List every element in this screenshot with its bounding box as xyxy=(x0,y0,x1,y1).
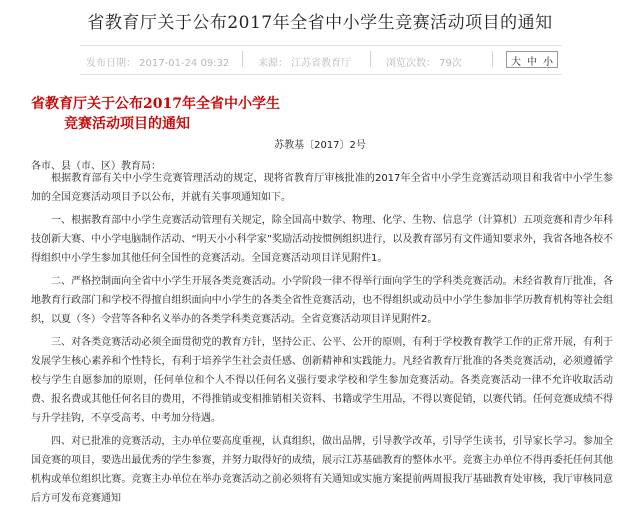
document-heading-line1: 省教育厅关于公布2017年全省中小学生 xyxy=(31,96,280,112)
paragraph: 二、严格控制面向全省中小学生开展各类竞赛活动。小学阶段一律不得举行面向学生的学科类竞赛活动。未经省教育厅批准，各地教育行政部门和学校不得擅自组织面向中小学生的各类全省性竞赛活动，也不得组织或动员中小学生参加非学历教育机构等社会组织，以夏（冬）令营等各种名义举办的各类学科类竞赛活动。全省竞赛活动项目详见附件2。 xyxy=(31,276,613,325)
document-number: 苏教基〔2017〕2号 xyxy=(274,140,366,151)
article-meta-bar xyxy=(80,49,562,71)
article-body xyxy=(31,169,613,508)
page-title: 省教育厅关于公布2017年全省中小学生竞赛活动项目的通知 xyxy=(87,13,553,33)
publish-date: 发布日期： 2017-01-24 09:32 xyxy=(86,58,230,69)
paragraph: 三、对各类竞赛活动必须全面贯彻党的教育方针，坚持公正、公平、公开的原则，有利于学校教育教学工作的正常开展，有利于发展学生核心素养和个性特长，有利于培养学生社会责任感、创新精神和实践能力。凡经省教育厅批准的各类竞赛活动，必须遵循学校与学生自愿参加的原则，任何单位和个人不得以任何名义强行要求学校和学生参加竞赛活动。各类竞赛活动一律不允许收取活动费、报名费或其他任何名目的费用，不得推销或变相推销相关资料、书籍或学生用品，不得以赛促销，以赛代销。任何竞赛成绩不得与升学挂钩，不享受高考、中考加分待遇。 xyxy=(31,337,613,424)
document-heading xyxy=(31,94,331,134)
font-size-large-button[interactable]: 大 xyxy=(511,57,521,68)
view-count: 浏览次数： 79次 xyxy=(386,58,462,69)
font-size-small-button[interactable]: 小 xyxy=(543,57,553,68)
meta-divider xyxy=(370,51,371,67)
document-heading-line2: 竞赛活动项目的通知 xyxy=(64,116,190,132)
paragraph: 一、根据教育部中小学生竞赛活动管理有关规定，除全国高中数学、物理、化学、生物、信息学（计算机）五项竞赛和青少年科技创新大赛、中小学电脑制作活动、“明天小小科学家”奖励活动按惯例组织进行，以及教育部另有文件通知要求外，我省各地各校不得组织中小学生参加其他任何全国性的竞赛活动。全国竞赛活动项目详见附件1。 xyxy=(31,215,613,264)
paragraph: 四、对已批准的竞赛活动，主办单位要高度重视，认真组织，做出品牌，引导教学改革，引导学生读书，引导家长学习。参加全国竞赛的项目，要选出最优秀的学生参赛，并努力取得好的成绩，展示江苏基础教育的整体水平。竞赛主办单位不得再委托任何其他机构或单位组织比赛。竞赛主办单位在举办竞赛活动之前必须将有关通知或实施方案提前两周报我厅基础教育处审核，我厅审核同意后方可发布竞赛通知 xyxy=(31,436,613,504)
header-divider-top xyxy=(80,45,562,46)
paragraph: 根据教育部有关中小学生竞赛管理活动的规定，现将省教育厅审核批准的2017年全省中小学生竞赛活动项目和我省中小学生参加的全国竞赛活动项目予以公布，并就有关事项通知如下。 xyxy=(31,173,613,203)
header-divider-bottom xyxy=(80,74,562,75)
meta-divider xyxy=(492,51,493,67)
salutation: 各市、县（市、区）教育局： xyxy=(31,161,161,172)
font-size-medium-button[interactable]: 中 xyxy=(527,57,537,68)
source-label: 来源： 江苏省教育厅 xyxy=(258,58,352,69)
meta-divider xyxy=(242,51,243,67)
font-size-switcher xyxy=(506,51,558,68)
